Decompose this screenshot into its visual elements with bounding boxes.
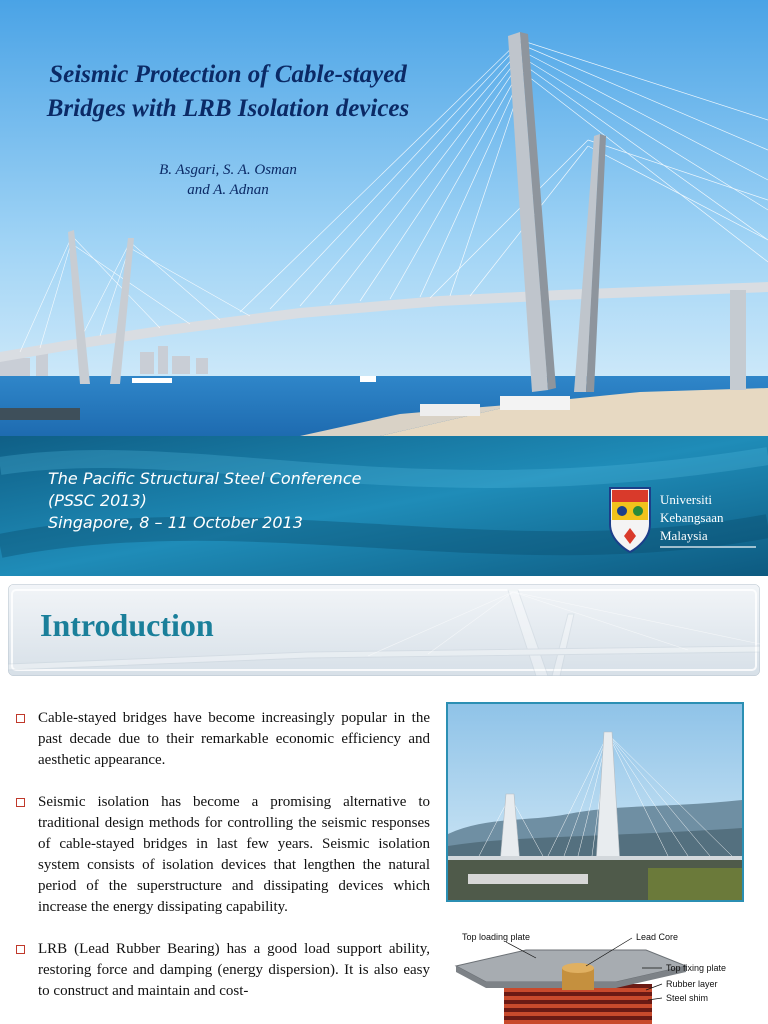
label-rubber-layer: Rubber layer	[666, 979, 718, 989]
title-line-2: Bridges with LRB Isolation devices	[46, 95, 410, 122]
slide-separator	[0, 576, 768, 584]
title-line-1: Seismic Protection of Cable-stayed	[49, 61, 407, 88]
authors-line-1: B. Asgari, S. A. Osman	[159, 162, 297, 178]
logo-text-2: Kebangsaan	[660, 510, 724, 525]
authors-line-2: and A. Adnan	[187, 182, 269, 198]
ukm-logo	[606, 484, 764, 556]
conference-name: The Pacific Structural Steel Conference	[48, 469, 362, 488]
conference-location-date: Singapore, 8 – 11 October 2013	[48, 513, 303, 532]
label-lead-core: Lead Core	[636, 932, 679, 942]
bullet-square-icon	[16, 945, 25, 954]
conference-acronym: (PSSC 2013)	[48, 491, 147, 510]
bridge-photo	[446, 702, 744, 902]
bullet-item	[16, 792, 430, 918]
label-top-loading-plate: Top loading plate	[462, 932, 531, 942]
bullet-text: Seismic isolation has become a promising alternative to traditional design methods for controlling the seismic responses of cable-stayed bridges in last few years. Seismic isolation system consists of isolation devices that lengthen the natural period of the superstructure and dissipating devices which increase the energy dissipating capability.	[38, 794, 430, 915]
bullet-item	[16, 939, 430, 1002]
label-steel-shim: Steel shim	[666, 993, 709, 1003]
presentation-title	[0, 58, 456, 126]
bullet-square-icon	[16, 714, 25, 723]
logo-text-1: Universiti	[660, 492, 712, 507]
logo-text-3: Malaysia	[660, 528, 708, 543]
section-heading: Introduction	[40, 607, 214, 643]
conference-info	[48, 468, 361, 534]
bullet-text: Cable-stayed bridges have become increasingly popular in the past decade due to their remarkable economic efficiency and aesthetic appearance.	[38, 710, 430, 768]
bullet-list	[16, 708, 430, 1023]
authors	[0, 160, 456, 200]
bullet-square-icon	[16, 798, 25, 807]
bullet-text: LRB (Lead Rubber Bearing) has a good load support ability, restoring force and damping (energy dispersion). It is also easy to construct and maintain and cost-	[38, 941, 430, 999]
lrb-diagram	[446, 924, 744, 1024]
bullet-item	[16, 708, 430, 771]
label-top-fixing-plate: Top fixing plate	[666, 963, 727, 973]
